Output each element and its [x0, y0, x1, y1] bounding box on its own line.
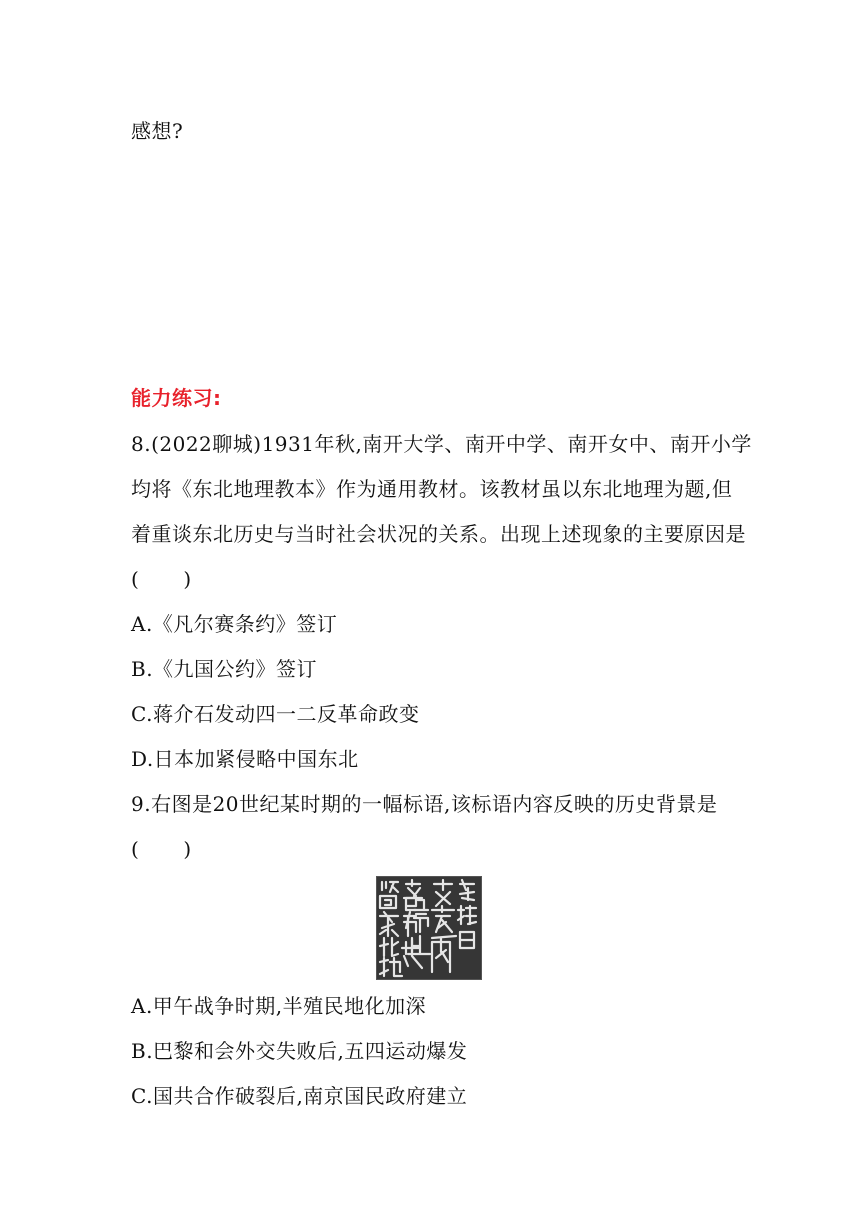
q8-paren-open: ( — [131, 567, 140, 591]
q9-paren-close: ) — [183, 837, 192, 861]
q9-option-c: C.国共合作破裂后,南京国民政府建立 — [131, 1084, 468, 1108]
q9-paren-open: ( — [131, 837, 140, 861]
q8-stem-line-1: 8.(2022聊城)1931年秋,南开大学、南开中学、南开女中、南开小学 — [131, 432, 752, 456]
q8-option-a: A.《凡尔赛条约》签订 — [131, 612, 338, 636]
section-heading: 能力练习: — [131, 386, 222, 410]
prev-question-tail: 感想? — [131, 119, 184, 143]
q8-stem-line-3: 着重谈东北历史与当时社会状况的关系。出现上述现象的主要原因是 — [131, 522, 746, 546]
q8-answer-parens — [131, 565, 192, 593]
q9-answer-parens — [131, 835, 192, 863]
q8-option-d: D.日本加紧侵略中国东北 — [131, 747, 359, 771]
q9-option-a: A.甲午战争时期,半殖民地化加深 — [131, 994, 427, 1018]
q9-option-b: B.巴黎和会外交失败后,五四运动爆发 — [131, 1039, 468, 1063]
q9-stem-line-1: 9.右图是20世纪某时期的一幅标语,该标语内容反映的历史背景是 — [131, 792, 718, 816]
q8-option-b: B.《九国公约》签订 — [131, 657, 318, 681]
q8-paren-close: ) — [183, 567, 192, 591]
slogan-photo — [376, 876, 482, 980]
q8-stem-line-2: 均将《东北地理教本》作为通用教材。该教材虽以东北地理为题,但 — [131, 477, 733, 501]
slogan-calligraphy — [376, 876, 482, 980]
q8-option-c: C.蒋介石发动四一二反革命政变 — [131, 702, 420, 726]
